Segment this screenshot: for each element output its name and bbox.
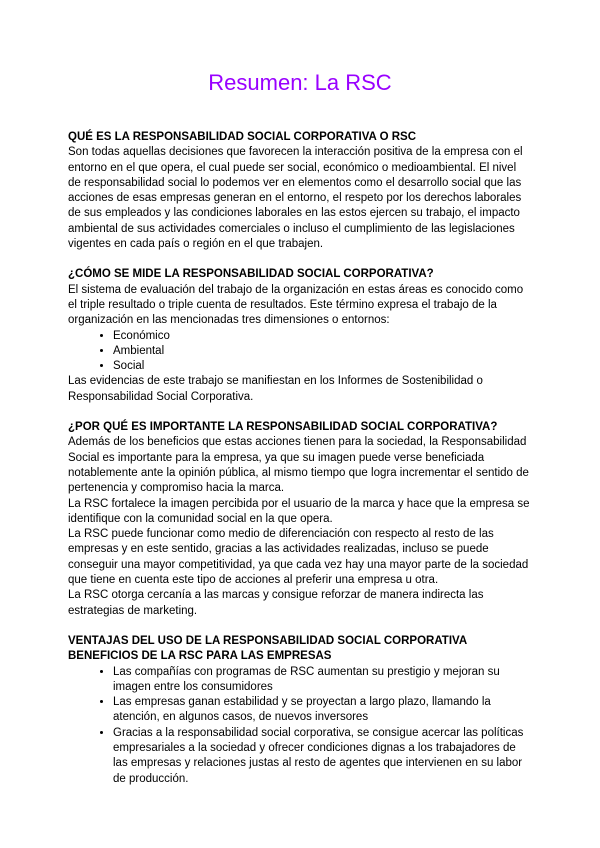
bullet-item: • Las empresas ganan estabilidad y se proyectan a largo plazo, llamando la atención, en algunos casos, de nuevos inversores xyxy=(113,695,532,726)
paragraph: La RSC fortalece la imagen percibida por el usuario de la marca y hace que la empresa se identifique con la comunidad social en la que opera. xyxy=(68,497,530,525)
section-heading: ¿POR QUÉ ES IMPORTANTE LA RESPONSABILIDAD SOCIAL CORPORATIVA? xyxy=(68,421,498,434)
bullet-item: • Social xyxy=(113,359,532,374)
bullet-item: • Las compañías con programas de RSC aumentan su prestigio y mejoran su imagen entre los consumidores xyxy=(113,665,532,696)
bullet-item: • Gracias a la responsabilidad social corporativa, se consigue acercar las políticas empresariales a la sociedad y ofrecer condiciones dignas a los trabajadores de las empresas y relaciones justas al resto de agentes que intervienen en su labor de producción. xyxy=(113,726,532,787)
paragraph: Son todas aquellas decisiones que favorecen la interacción positiva de la empresa con el entorno en el que opera, el cual puede ser social, económico o medioambiental. El nivel de responsabilidad social lo podemos ver en elementos como el desarrollo social que las acciones de esas empresas generan en el entorno, el respeto por los derechos laborales de sus empleados y las condiciones laborales en las estos ejercen su trabajo, el impacto ambiental de sus actividades comerciales o incluso el cumplimiento de las legislaciones vigentes en cada país o región en el que trabajen. xyxy=(68,146,523,251)
section-como-se-mide xyxy=(68,267,532,405)
bullet-list xyxy=(68,329,532,375)
bullet-item: • Económico xyxy=(113,329,532,344)
section-ventajas-beneficios xyxy=(68,634,532,787)
section-subheading: BENEFICIOS DE LA RSC PARA LAS EMPRESAS xyxy=(68,650,332,663)
bullet-item: • Ambiental xyxy=(113,344,532,359)
paragraph: Además de los beneficios que estas acciones tienen para la sociedad, la Responsabilidad Social es importante para la empresa, ya que su imagen puede verse beneficiada notablemente ante la opinión pública, al mismo tiempo que logra incrementar el sentido de pertenencia y compromiso hacia la marca. xyxy=(68,436,529,495)
paragraph: La RSC otorga cercanía a las marcas y consigue reforzar de manera indirecta las estrategias de marketing. xyxy=(68,589,484,617)
bullet-list xyxy=(68,665,532,787)
document-title: Resumen: La RSC xyxy=(208,70,392,95)
paragraph: Las evidencias de este trabajo se manifiestan en los Informes de Sostenibilidad o Responsabilidad Social Corporativa. xyxy=(68,375,483,403)
section-heading: QUÉ ES LA RESPONSABILIDAD SOCIAL CORPORATIVA O RSC xyxy=(68,131,417,143)
paragraph: El sistema de evaluación del trabajo de la organización en estas áreas es conocido como el triple resultado o triple cuenta de resultados. Este término expresa el trabajo de la organización en las mencionadas tres dimensiones o entornos: xyxy=(68,283,524,327)
section-que-es-rsc xyxy=(68,130,532,252)
section-por-que-importante xyxy=(68,420,532,619)
section-heading: ¿CÓMO SE MIDE LA RESPONSABILIDAD SOCIAL CORPORATIVA? xyxy=(68,268,434,281)
section-heading: VENTAJAS DEL USO DE LA RESPONSABILIDAD SOCIAL CORPORATIVA xyxy=(68,634,468,647)
paragraph: La RSC puede funcionar como medio de diferenciación con respecto al resto de las empresas y en este sentido, gracias a las actividades realizadas, incluso se puede conseguir una mayor competitividad, ya que cada vez hay una mayor parte de la sociedad que tiene en cuenta este tipo de acciones al preferir una empresa u otra. xyxy=(68,528,529,587)
